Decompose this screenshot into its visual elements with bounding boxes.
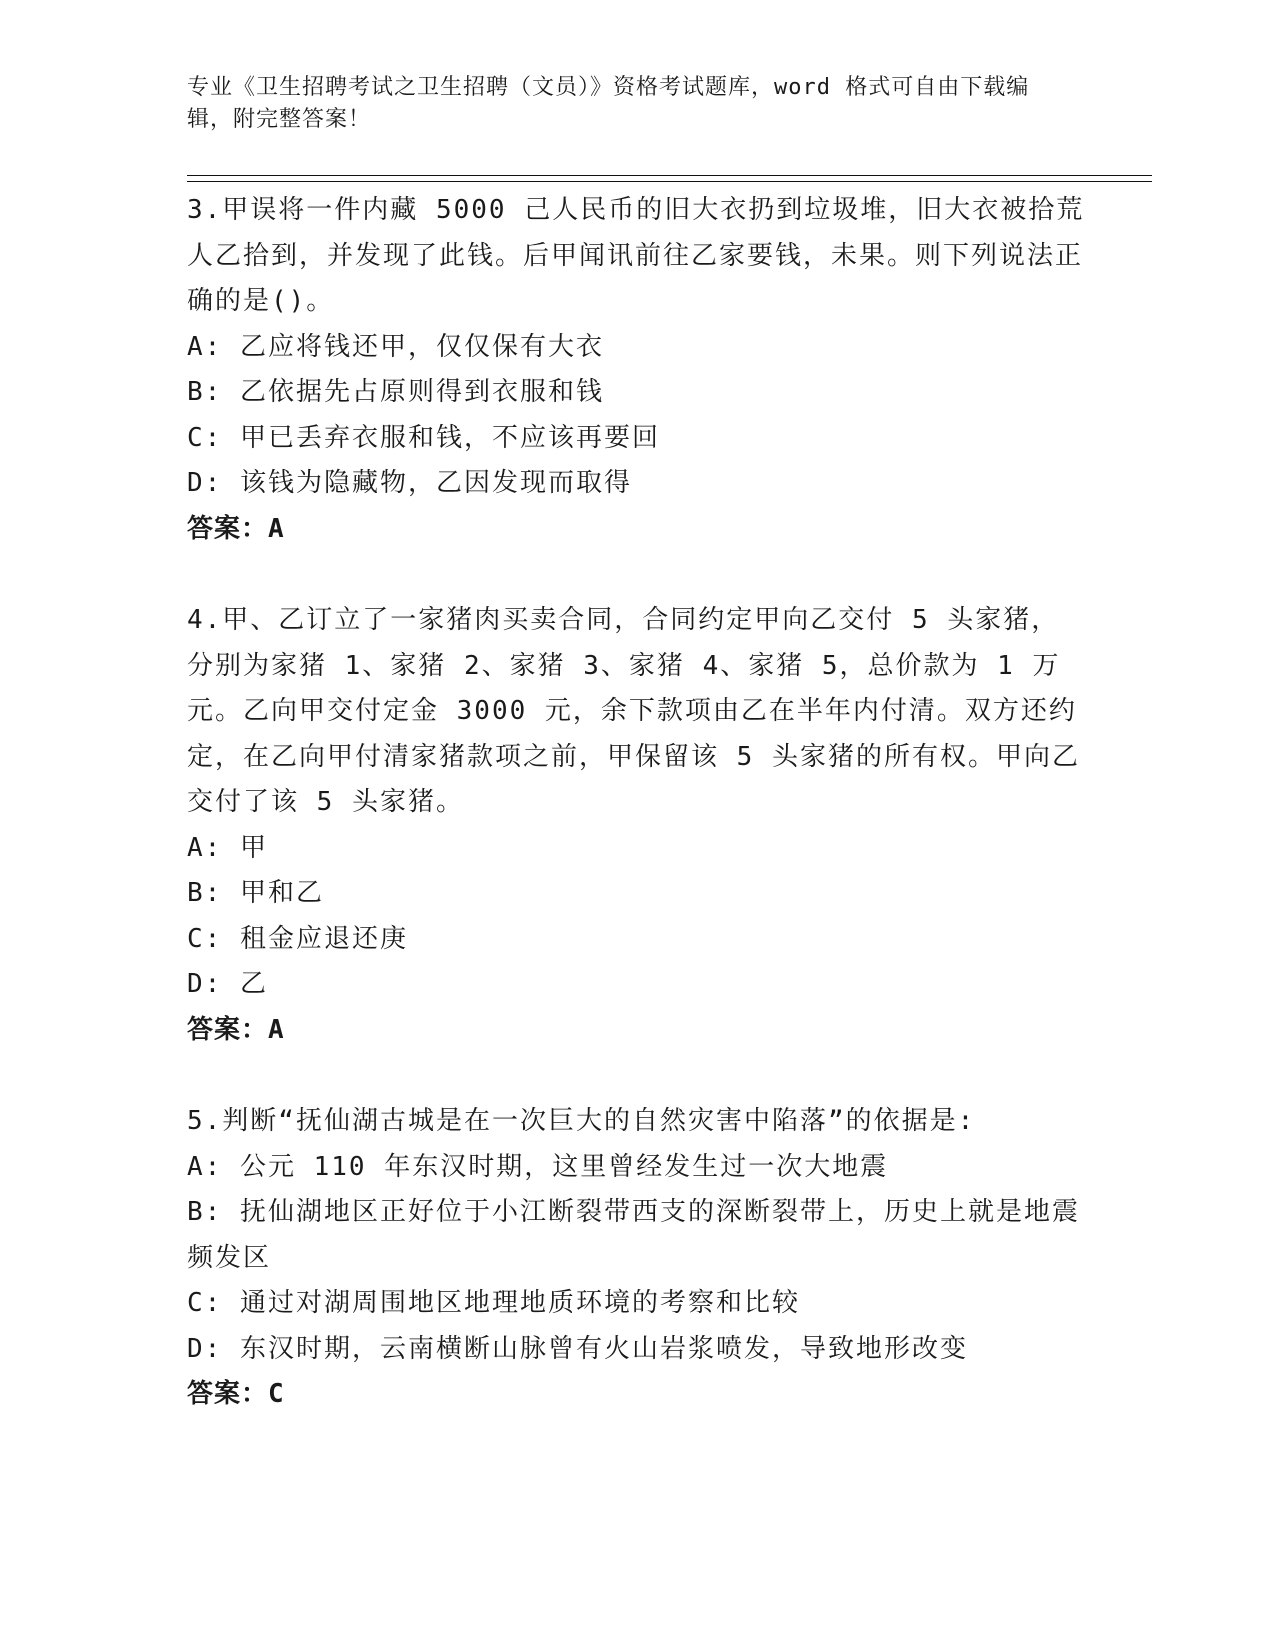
question-stem: 3.甲误将一件内藏 5000 己人民币的旧大衣扔到垃圾堆，旧大衣被拾荒人乙拾到，并发现了此钱。后甲闻讯前往乙家要钱，未果。则下列说法正确的是()。	[187, 195, 1085, 316]
header-rule-top	[187, 175, 1152, 176]
question-3	[187, 188, 1087, 552]
answer-line: 答案：A	[187, 513, 285, 544]
option-a: A: 公元 110 年东汉时期，这里曾经发生过一次大地震	[187, 1151, 889, 1182]
option-b: B: 甲和乙	[187, 878, 324, 908]
option-c: C: 租金应退还庚	[187, 923, 408, 954]
option-a: A: 甲	[187, 832, 268, 863]
option-b: B: 抚仙湖地区正好位于小江断裂带西支的深断裂带上，历史上就是地震频发区	[187, 1197, 1080, 1273]
question-list	[187, 188, 1087, 1464]
document-header	[187, 72, 1067, 136]
option-d: D: 东汉时期，云南横断山脉曾有火山岩浆喷发，导致地形改变	[187, 1333, 968, 1364]
question-stem: 4.甲、乙订立了一家猪肉买卖合同，合同约定甲向乙交付 5 头家猪，分别为家猪 1、家猪 2、家猪 3、家猪 4、家猪 5，总价款为 1 万元。乙向甲交付定金 3000 元，余下款项由乙在半年内付清。双方还约定，在乙向甲付清家猪款项之前，甲保留该 5 头家猪的所有权。甲向乙交付了该 5 头家猪。	[187, 605, 1080, 817]
option-d: D: 乙	[187, 969, 268, 999]
option-c: C: 甲已丢弃衣服和钱，不应该再要回	[187, 422, 660, 453]
header-rule-bottom	[187, 181, 1152, 182]
question-5	[187, 1099, 1087, 1418]
question-stem: 5.判断“抚仙湖古城是在一次巨大的自然灾害中陷落”的依据是:	[187, 1106, 976, 1136]
option-a: A: 乙应将钱还甲，仅仅保有大衣	[187, 331, 604, 362]
question-4	[187, 598, 1087, 1053]
answer-line: 答案：C	[187, 1379, 285, 1409]
header-intro: 专业《卫生招聘考试之卫生招聘（文员）》资格考试题库，word 格式可自由下载编辑，附完整答案！	[187, 75, 1030, 132]
option-b: B: 乙依据先占原则得到衣服和钱	[187, 377, 604, 407]
option-d: D: 该钱为隐藏物，乙因发现而取得	[187, 468, 632, 498]
option-c: C: 通过对湖周围地区地理地质环境的考察和比较	[187, 1288, 800, 1318]
answer-line: 答案：A	[187, 1014, 285, 1045]
